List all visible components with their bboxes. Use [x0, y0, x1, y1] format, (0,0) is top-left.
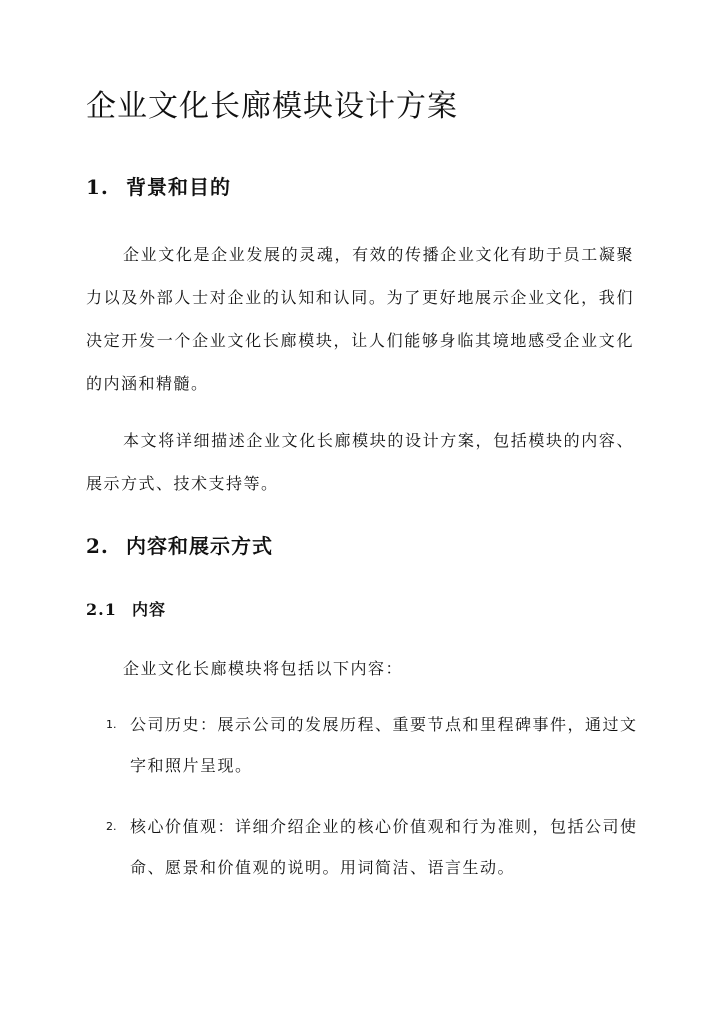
subsection-2-1-heading: [86, 598, 166, 622]
subsection-2-1-title: 内容: [132, 600, 167, 619]
subsection-2-1-intro: 企业文化长廊模块将包括以下内容：: [123, 659, 404, 678]
section-1-paragraph-2: 本文将详细描述企业文化长廊模块的设计方案，包括模块的内容、展示方式、技术支持等。: [86, 431, 634, 493]
section-2-heading: [86, 531, 273, 561]
list-item-text: 核心价值观：详细介绍企业的核心价值观和行为准则，包括公司使命、愿景和价值观的说明。用词简洁、语言生动。: [130, 817, 638, 877]
section-1-number: 1.: [86, 175, 109, 199]
section-2-title: 内容和展示方式: [126, 534, 273, 558]
list-item: [104, 704, 650, 786]
list-item-marker: 2.: [106, 820, 117, 833]
list-item-text: 公司历史：展示公司的发展历程、重要节点和里程碑事件，通过文字和照片呈现。: [130, 715, 638, 775]
list-item-marker: 1.: [106, 718, 117, 731]
section-1-heading: [86, 172, 231, 202]
document-title: 企业文化长廊模块设计方案: [86, 89, 458, 124]
subsection-2-1-number: 2.1: [86, 600, 117, 619]
section-2-number: 2.: [86, 534, 109, 558]
section-1-paragraph-1: 企业文化是企业发展的灵魂，有效的传播企业文化有助于员工凝聚力以及外部人士对企业的认知和认同。为了更好地展示企业文化，我们决定开发一个企业文化长廊模块，让人们能够身临其境地感受企业文化的内涵和精髓。: [86, 245, 634, 393]
section-1-title: 背景和目的: [126, 175, 231, 199]
list-item: [104, 806, 650, 888]
